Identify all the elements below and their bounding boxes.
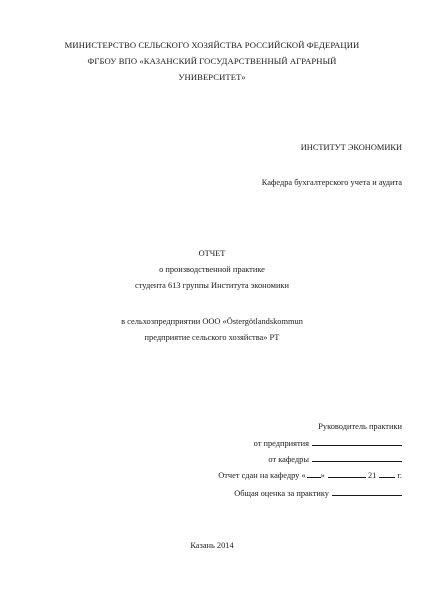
submitted-prefix: Отчет сдан на кафедру « <box>218 471 306 480</box>
defended-grade-line[interactable] <box>332 487 402 496</box>
submitted-mid: » <box>320 471 325 480</box>
report-subject: о производственной практике <box>159 265 265 274</box>
university-heading-line2: УНИВЕРСИТЕТ» <box>178 72 246 82</box>
submitted-year-line[interactable] <box>379 469 395 478</box>
report-organization: в сельхозпредприятии ООО «Östergötlandskommun <box>121 317 303 326</box>
department-name: Кафедра бухгалтерского учета и аудита <box>261 178 402 187</box>
submitted-day-line[interactable] <box>307 469 321 478</box>
defended-row <box>234 487 402 499</box>
enterprise-signature-line[interactable] <box>312 437 402 446</box>
report-title: ОТЧЕТ <box>198 249 226 258</box>
submitted-row <box>218 469 402 481</box>
ministry-heading: МИНИСТЕРСТВО СЕЛЬСКОГО ХОЗЯЙСТВА РОССИЙСКОЙ ФЕДЕРАЦИИ <box>64 40 360 50</box>
enterprise-signature-row <box>254 437 402 449</box>
city-year: Казань 2014 <box>190 541 234 550</box>
submitted-year: 21 <box>367 471 377 480</box>
department-label: от кафедры <box>268 455 309 464</box>
department-signature-row <box>268 453 402 465</box>
report-organization-cont: предприятие сельского хозяйства» РТ <box>144 333 280 342</box>
institute-name: ИНСТИТУТ ЭКОНОМИКИ <box>300 143 402 152</box>
department-signature-line[interactable] <box>312 453 402 462</box>
supervisor-label: Руководитель практики <box>318 422 402 431</box>
submitted-suffix: г. <box>397 471 402 480</box>
defended-label: Общая оценка за практику <box>234 489 329 498</box>
report-student: студента 613 группы Института экономики <box>135 281 289 290</box>
university-heading-line1: ФГБОУ ВПО «КАЗАНСКИЙ ГОСУДАРСТВЕННЫЙ АГРАРНЫЙ <box>87 56 337 66</box>
enterprise-label: от предприятия <box>253 439 309 448</box>
submitted-month-line[interactable] <box>328 469 366 478</box>
